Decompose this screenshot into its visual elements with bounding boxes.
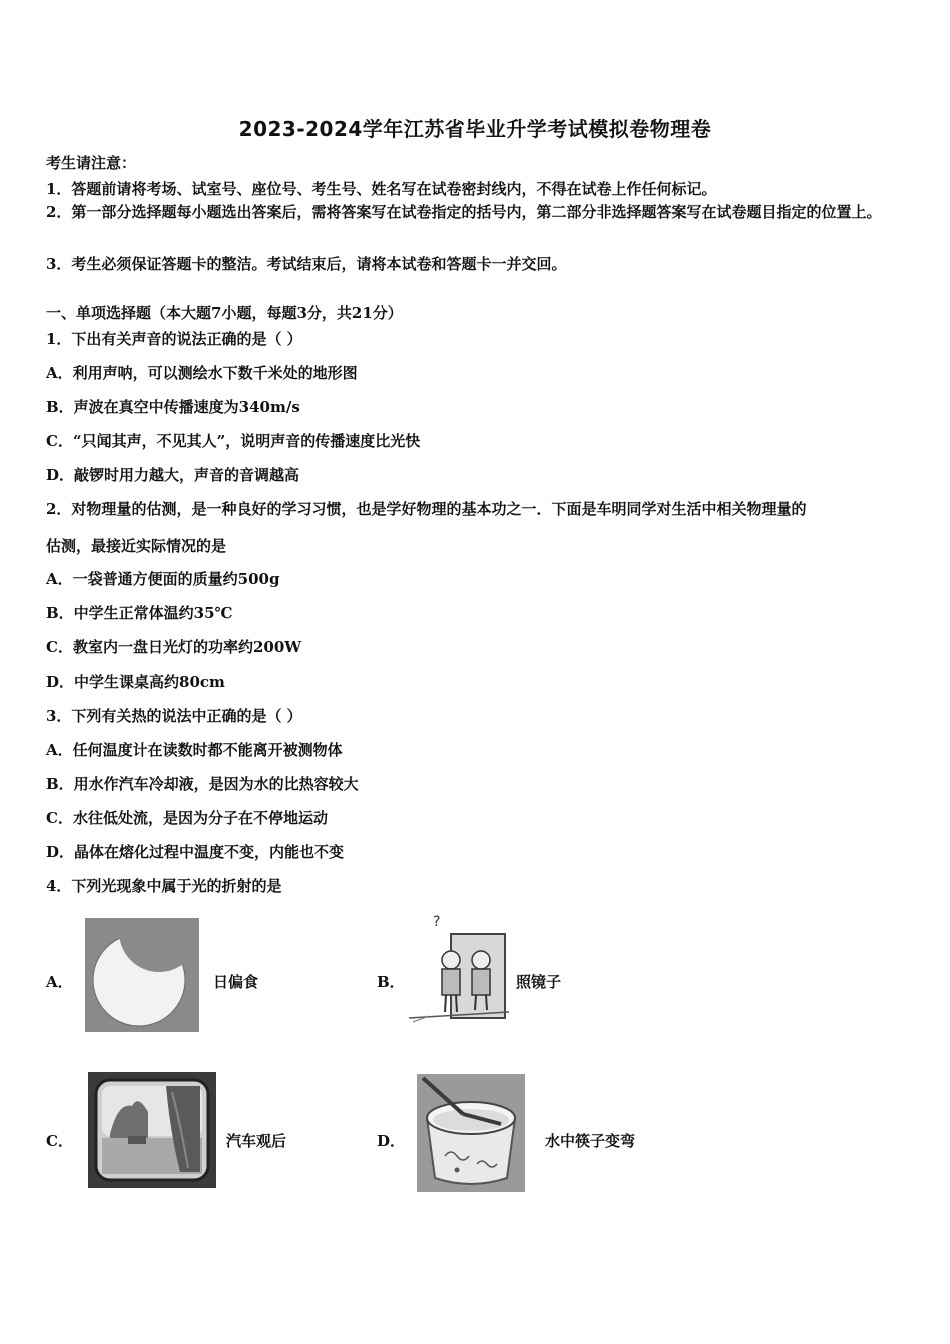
question-4-option-b-caption: 照镜子 xyxy=(516,973,562,991)
question-1-option-b: B．声波在真空中传播速度为340m/s xyxy=(46,398,300,416)
question-1-option-d: D．敲锣时用力越大，声音的音调越高 xyxy=(46,466,300,484)
svg-text:?: ? xyxy=(433,914,441,930)
bent-chopstick-image xyxy=(417,1074,525,1196)
question-2-option-c: C．教室内一盘日光灯的功率约200W xyxy=(46,638,302,656)
question-4-stem: 4．下列光现象中属于光的折射的是 xyxy=(46,877,282,895)
question-3-stem: 3．下列有关热的说法中正确的是（ ） xyxy=(46,707,302,725)
question-4-option-c-caption: 汽车观后 xyxy=(226,1132,287,1150)
question-1-option-c: C．“只闻其声，不见其人”，说明声音的传播速度比光快 xyxy=(46,432,421,450)
question-2-option-d: D．中学生课桌高约80cm xyxy=(46,673,225,691)
solar-eclipse-image xyxy=(85,918,199,1036)
question-2-stem-line1: 2．对物理量的估测，是一种良好的学习习惯，也是学好物理的基本功之一．下面是车明同学对生活中相关物理量的 xyxy=(46,500,807,518)
section-heading: 一、单项选择题（本大题7小题，每题3分，共21分） xyxy=(46,304,403,322)
question-3-option-b: B．用水作汽车冷却液，是因为水的比热容较大 xyxy=(46,775,359,793)
question-4-option-d-label: D． xyxy=(377,1132,406,1150)
question-4-option-d-caption: 水中筷子变弯 xyxy=(545,1132,636,1150)
question-4-option-b-label: B． xyxy=(377,973,405,991)
question-2-option-a: A．一袋普通方便面的质量约500g xyxy=(46,570,280,588)
notice-heading: 考生请注意： xyxy=(46,154,137,172)
rearview-mirror-image xyxy=(88,1072,216,1192)
question-4-option-a-label: A． xyxy=(46,973,73,991)
question-2-stem-line2: 估测，最接近实际情况的是 xyxy=(46,537,227,555)
question-4-option-c-label: C． xyxy=(46,1132,73,1150)
notice-item-1: 1．答题前请将考场、试室号、座位号、考生号、姓名写在试卷密封线内，不得在试卷上作任何标记。 xyxy=(46,180,717,198)
mirror-image xyxy=(407,912,511,1028)
question-3-option-d: D．晶体在熔化过程中温度不变，内能也不变 xyxy=(46,843,345,861)
question-2-option-b: B．中学生正常体温约35℃ xyxy=(46,604,233,622)
page-title: 2023-2024学年江苏省毕业升学考试模拟卷物理卷 xyxy=(238,117,712,141)
notice-item-3: 3．考生必须保证答题卡的整洁。考试结束后，请将本试卷和答题卡一并交回。 xyxy=(46,255,567,273)
question-3-option-a: A．任何温度计在读数时都不能离开被测物体 xyxy=(46,741,343,759)
question-1-option-a: A．利用声呐，可以测绘水下数千米处的地形图 xyxy=(46,364,358,382)
notice-item-2: 2．第一部分选择题每小题选出答案后，需将答案写在试卷指定的括号内，第二部分非选择题答案写在试卷题目指定的位置上。 xyxy=(46,203,882,221)
question-4-option-a-caption: 日偏食 xyxy=(213,973,259,991)
question-3-option-c: C．水往低处流，是因为分子在不停地运动 xyxy=(46,809,328,827)
question-1-stem: 1．下出有关声音的说法正确的是（ ） xyxy=(46,330,302,348)
